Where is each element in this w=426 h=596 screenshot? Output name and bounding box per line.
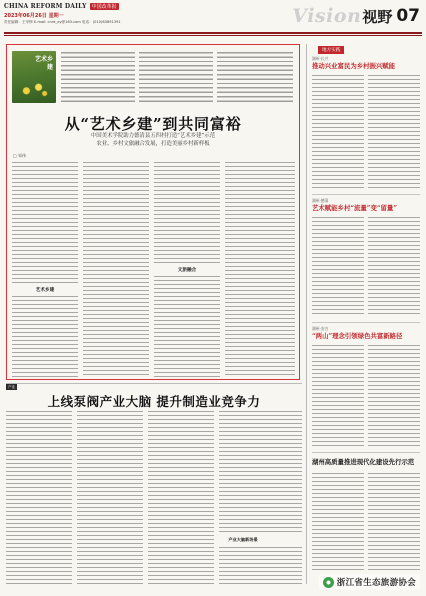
right-separator-1 — [312, 194, 420, 195]
right-item-text-2a — [312, 216, 364, 316]
right-item-text-1a — [312, 74, 364, 188]
intro-text-col-3 — [217, 51, 293, 105]
right-item-text-3a — [312, 344, 364, 448]
right-item-text-3b — [368, 344, 420, 448]
page-number: 07 — [396, 6, 420, 26]
section-name-cn: 视野 — [362, 7, 393, 26]
subhead-line-1: 中国美术学院助力德清县五四村打造“艺术乡建”示范 — [90, 133, 216, 139]
right-item-headline-4: 湖州高质量推进现代化建设先行示范 — [312, 458, 415, 466]
right-item-text-2b — [368, 216, 420, 316]
bottom-headline: 上线泵阀产业大脑 提升制造业竞争力 — [47, 394, 261, 409]
right-separator-2 — [312, 322, 420, 323]
flower-illustration — [15, 80, 53, 98]
masthead — [0, 0, 426, 38]
column-divider — [306, 44, 307, 584]
watermark-text: 浙江省生态旅游协会 — [336, 578, 416, 588]
account-watermark — [319, 574, 420, 590]
bottom-col-4a — [219, 410, 302, 532]
right-item-kicker-3: 湖州·安吉 — [312, 326, 329, 331]
masthead-left — [4, 3, 154, 25]
body-col-2 — [83, 161, 149, 377]
bottom-col-4b — [219, 546, 302, 586]
right-separator-3 — [312, 452, 420, 453]
right-item-headline-1: 推动兴业富民为乡村振兴赋能 — [312, 62, 396, 70]
right-item-text-4a — [312, 472, 364, 572]
body-col-3b — [154, 275, 220, 377]
bottom-col-3 — [148, 410, 214, 586]
right-item-kicker-1: 湖州·长兴 — [312, 56, 329, 61]
bottom-divider — [6, 383, 302, 384]
right-item-text-4b — [368, 472, 420, 572]
bottom-col-1 — [6, 410, 72, 586]
editor-info: 责任编辑：王甲铸 E-mail: cnrd_xy@163.com 电话：(010)63691391 — [4, 20, 121, 24]
masthead-rule-thin — [4, 35, 422, 36]
byline: □ 邹伟 — [13, 153, 27, 158]
intro-text-col-2 — [139, 51, 213, 105]
feature-banner-image — [12, 51, 56, 103]
feature-headline: 从“艺术乡建”到共同富裕 — [64, 115, 242, 133]
body-col-4 — [225, 161, 295, 377]
right-item-headline-3: “两山”理念引领绿色共富新路径 — [312, 332, 403, 340]
wechat-account-icon — [323, 577, 334, 588]
paper-name-cn: 中国改革报 — [91, 4, 117, 10]
right-section-tag: 地方实践 — [318, 46, 344, 54]
body-col-1b — [12, 295, 78, 377]
issue-date: 2023年06月26日 星期一 — [4, 13, 64, 19]
feature-subhead — [17, 133, 289, 148]
right-item-text-1b — [368, 74, 420, 188]
right-item-headline-2: 艺术赋能乡村“流量”变“留量” — [312, 204, 397, 212]
body-col-3 — [154, 161, 220, 263]
bottom-section-tag: 产业 — [8, 384, 16, 389]
section-mark-1: 艺术乡建 — [35, 288, 55, 293]
section-mark-2: 文旅融合 — [177, 268, 197, 273]
banner-title: 艺术乡建 — [34, 56, 53, 71]
section-header — [292, 2, 420, 30]
paper-logo — [4, 3, 154, 10]
subhead-line-2: 农业、乡村文旅融合发展，打造美丽乡村新样板 — [96, 140, 210, 147]
feature-article — [6, 44, 300, 380]
bottom-subsection-title: 产业大脑新场景 — [228, 537, 258, 542]
paper-name-en: CHINA REFORM DAILY — [4, 3, 87, 10]
body-col-1 — [12, 161, 78, 283]
masthead-rule — [4, 32, 422, 34]
intro-text-col-1 — [61, 51, 135, 105]
section-name-en: Vision — [292, 5, 362, 27]
right-item-kicker-2: 湖州·德清 — [312, 198, 329, 203]
bottom-col-2 — [77, 410, 143, 586]
